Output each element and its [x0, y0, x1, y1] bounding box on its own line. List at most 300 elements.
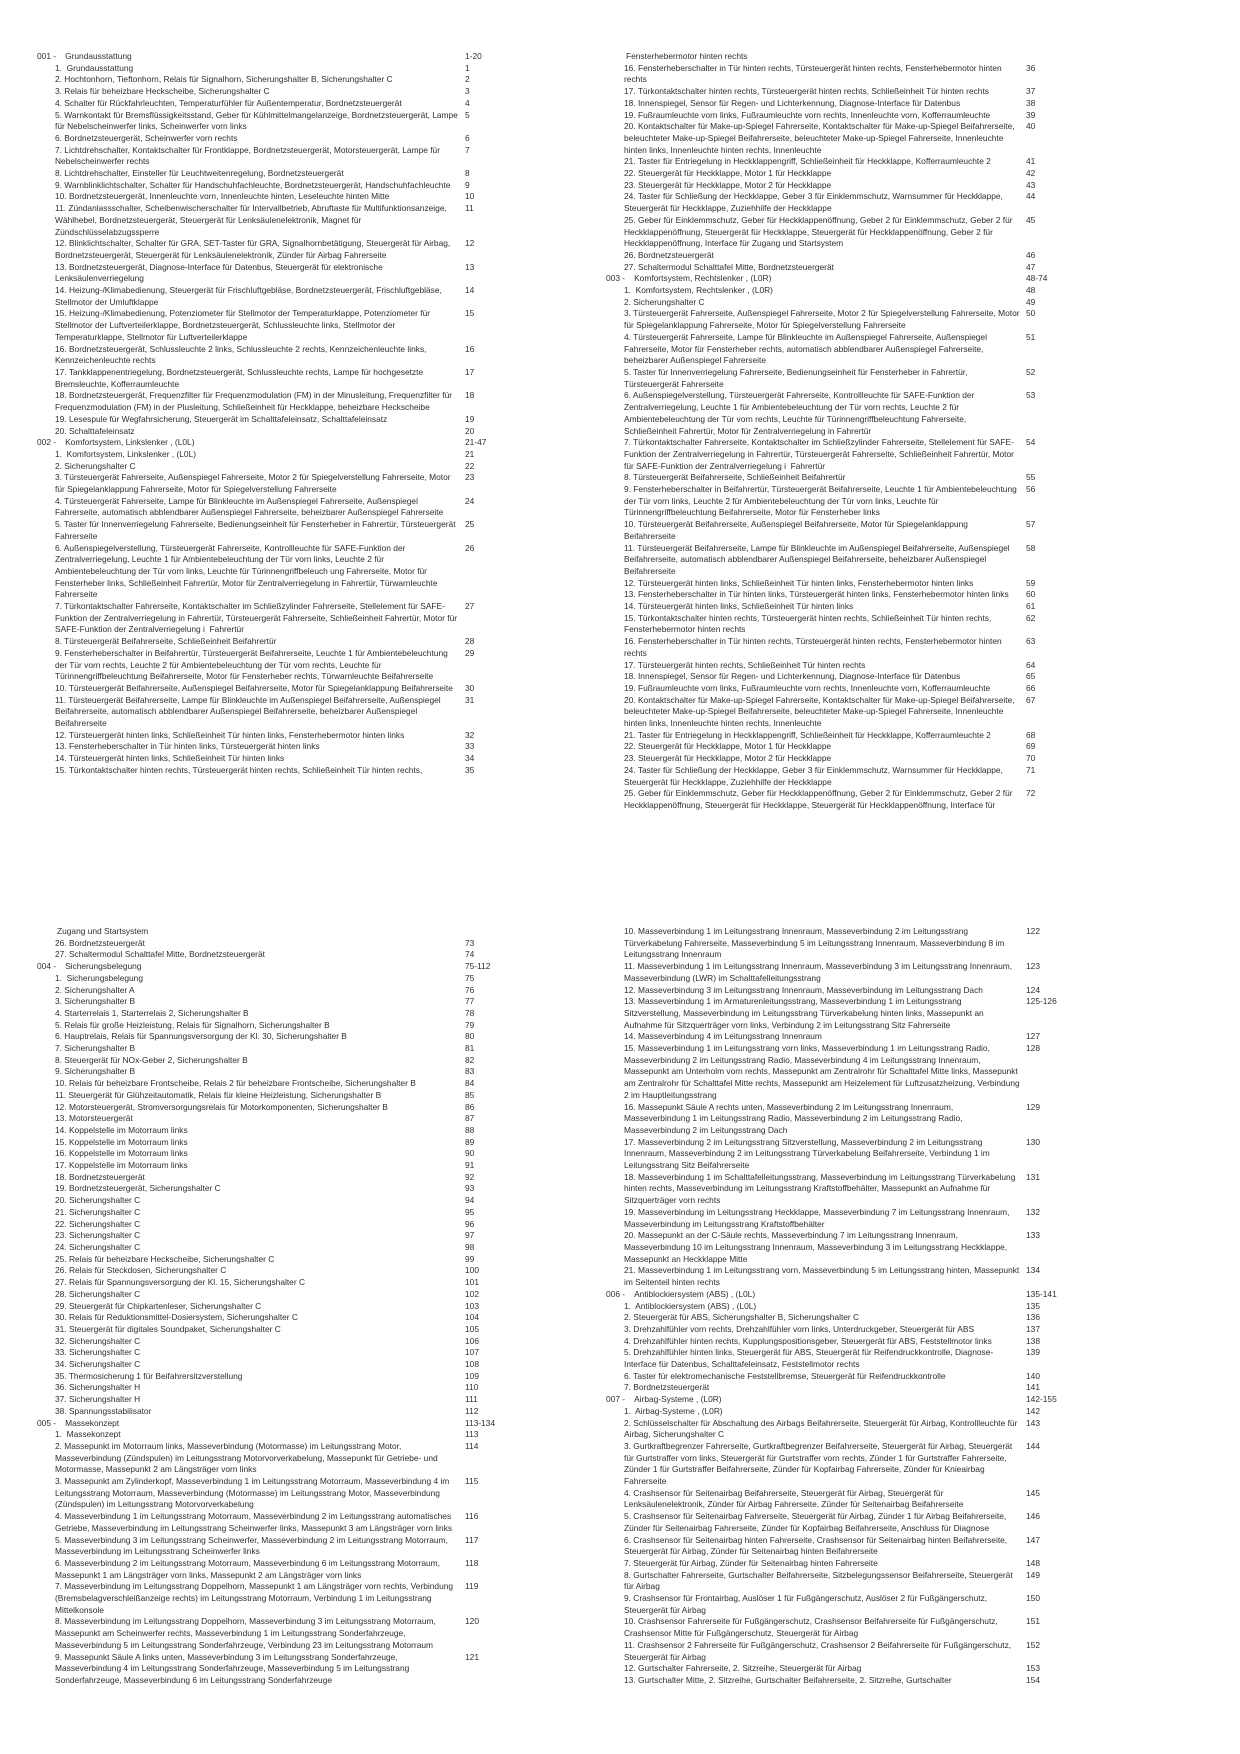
toc-entry-page-number: 121	[465, 1651, 479, 1662]
toc-entry-text: 9. Massepunkt Säule A links unten, Masseverbindung 3 im Leitungsstrang Sonderfahrzeuge, Masseverbindung 4 im Leitungsstrang Sonderfahrzeuge, Masseverbindung 5 im Leitungsstrang Sonderfahrzeuge, Masseverbindung 6 im Leitungsstrang Sonderfahrzeuge	[55, 1651, 412, 1685]
toc-entry-page-number: 95	[465, 1206, 475, 1217]
toc-item-row	[606, 110, 1066, 122]
toc-entry-text: 11. Crashsensor 2 Fahrerseite für Fußgängerschutz, Crashsensor 2 Beifahrerseite für Fußgängerschutz, Steuergerät für Airbag	[624, 1639, 1014, 1662]
toc-item-row	[606, 390, 1066, 437]
toc-entry-page-number: 26	[465, 542, 475, 553]
toc-item-row	[37, 1324, 505, 1336]
toc-entry-page-number: 72	[1026, 788, 1036, 799]
toc-item-row	[606, 180, 1066, 192]
toc-entry-page-number: 38	[1026, 97, 1036, 108]
toc-entry-page-number: 51	[1026, 331, 1036, 342]
toc-item-row	[37, 1148, 505, 1160]
toc-entry-page-number: 61	[1026, 601, 1036, 612]
toc-item-row	[37, 1219, 505, 1231]
toc-entry-text: 4. Starterrelais 1, Starterrelais 2, Sicherungshalter B	[55, 1007, 249, 1018]
toc-item-row	[37, 1535, 505, 1558]
toc-item-row	[606, 578, 1066, 590]
toc-entry-page-number: 86	[465, 1101, 475, 1112]
toc-item-row	[606, 1043, 1066, 1102]
toc-item-row	[37, 1359, 505, 1371]
toc-item-row	[606, 985, 1066, 997]
toc-entry-text: 9. Warnblinklichtschalter, Schalter für Handschuhfachleuchte, Bordnetzsteuergerät, Handschuhfachleuchte	[55, 179, 451, 190]
toc-entry-text: 2. Sicherungshalter A	[55, 984, 135, 995]
toc-item-row	[37, 1090, 505, 1102]
toc-item-row	[37, 1652, 505, 1687]
toc-entry-text: 19. Fußraumleuchte vorn links, Fußraumleuchte vorn rechts, Innenleuchte vorn, Kofferraumleuchte	[624, 682, 991, 693]
toc-entry-page-number: 62	[1026, 612, 1036, 623]
toc-entry-text: 19. Fußraumleuchte vorn links, Fußraumleuchte vorn rechts, Innenleuchte vorn, Kofferraumleuchte	[624, 109, 991, 120]
toc-entry-page-number: 89	[465, 1136, 475, 1147]
toc-entry-text: 10. Relais für beheizbare Frontscheibe, Relais 2 für beheizbare Frontscheibe, Sicherungshalter B	[55, 1078, 416, 1089]
toc-entry-page-number: 100	[465, 1265, 479, 1276]
toc-item-row	[37, 1289, 505, 1301]
toc-item-row	[606, 1031, 1066, 1043]
toc-item-row	[37, 390, 505, 413]
toc-item-row	[37, 648, 505, 683]
toc-item-row	[37, 1441, 505, 1476]
toc-entry-page-number: 93	[465, 1183, 475, 1194]
toc-item-row	[606, 1336, 1066, 1348]
toc-entry-page-number: 57	[1026, 519, 1036, 530]
toc-section-row	[37, 51, 505, 63]
toc-item-row	[606, 1441, 1066, 1488]
toc-item-row	[37, 1312, 505, 1324]
toc-entry-text: 25. Relais für beheizbare Heckscheibe, Sicherungshalter C	[55, 1253, 275, 1264]
toc-entry-text: 7. Türkontaktschalter Fahrerseite, Kontaktschalter im Schließzylinder Fahrerseite, Stellelement für SAFE-Funktion der Zentralverriegelung in Fahrertür, Türsteuergerät Fahrerseite, Schließeinheit Fahrertür, Motor für SAFE-Funktion der Zentralverriegelung i Fahrertür	[55, 601, 460, 635]
toc-entry-text: 1. Airbag-Systeme , (L0R)	[624, 1405, 723, 1416]
toc-entry-page-number: 16	[465, 343, 475, 354]
toc-entry-text: 2. Sicherungshalter C	[624, 296, 705, 307]
toc-item-row	[37, 308, 505, 343]
section-number: 004 -	[37, 961, 57, 972]
toc-entry-text: 17. Tankklappenentriegelung, Bordnetzsteuergerät, Schlussleuchte rechts, Lampe für hochgesetzte Bremsleuchte, Kofferraumleuchte	[55, 366, 426, 389]
toc-entry-page-number: 102	[465, 1288, 479, 1299]
toc-entry-text: 31. Steuergerät für digitales Soundpaket, Sicherungshalter C	[55, 1323, 281, 1334]
toc-item-row	[606, 168, 1066, 180]
toc-entry-text: 36. Sicherungshalter H	[55, 1382, 141, 1393]
toc-entry-text: 3. Drehzahlfühler vorn rechts, Drehzahlfühler vorn links, Unterdruckgeber, Steuergerät für ABS	[624, 1323, 975, 1334]
toc-entry-text: 2. Steuergerät für ABS, Sicherungshalter B, Sicherungshalter C	[624, 1312, 860, 1323]
toc-entry-page-number: 59	[1026, 577, 1036, 588]
toc-entry-page-number: 71	[1026, 764, 1036, 775]
toc-entry-page-number: 75	[465, 972, 475, 983]
toc-entry-page-number: 153	[1026, 1663, 1040, 1674]
toc-entry-page-number: 91	[465, 1160, 475, 1171]
toc-entry-text: 28. Sicherungshalter C	[55, 1288, 141, 1299]
toc-item-row	[37, 1043, 505, 1055]
toc-entry-text: 12. Gurtschalter Fahrerseite, 2. Sitzreihe, Steuergerät für Airbag	[624, 1663, 862, 1674]
toc-entry-text: 7. Bordnetzsteuergerät	[624, 1382, 710, 1393]
section-title: Sicherungsbelegung	[65, 961, 142, 972]
toc-entry-page-number: 24	[465, 495, 475, 506]
toc-item-row	[37, 636, 505, 648]
toc-entry-text: 22. Steuergerät für Heckklappe, Motor 1 für Heckklappe	[624, 741, 832, 752]
toc-entry-text: 2. Schlüsselschalter für Abschaltung des Airbags Beifahrerseite, Steuergerät für Airbag, Kontrollleuchte für Airbag, Sicherungshalter C	[624, 1417, 1020, 1440]
toc-entry-text	[606, 1394, 1020, 1406]
toc-entry-page-number: 67	[1026, 694, 1036, 705]
toc-entry-page-number: 10	[465, 191, 475, 202]
toc-item-row	[606, 1382, 1066, 1394]
toc-entry-text: 10. Türsteuergerät Beifahrerseite, Außenspiegel Beifahrerseite, Motor für Spiegelanklappung Beifahrerseite	[624, 519, 971, 541]
toc-section-row	[606, 273, 1066, 285]
toc-item-row	[606, 1312, 1066, 1324]
toc-item-row	[37, 1429, 505, 1441]
toc-entry-text: 37. Sicherungshalter H	[55, 1394, 141, 1405]
toc-entry-text: 15. Türkontaktschalter hinten rechts, Türsteuergerät hinten rechts, Schließeinheit Tür hinten rechts,	[55, 764, 423, 775]
toc-entry-text: 7. Steuergerät für Airbag, Zünder für Seitenairbag hinten Fahrerseite	[624, 1557, 878, 1568]
toc-entry-page-number: 9	[465, 179, 470, 190]
toc-item-row	[37, 1078, 505, 1090]
toc-item-row	[37, 285, 505, 308]
toc-item-row	[37, 519, 505, 542]
toc-entry-text: 6. Taster für elektromechanische Feststellbremse, Steuergerät für Reifendruckkontrolle	[624, 1370, 946, 1381]
toc-item-row	[37, 741, 505, 753]
toc-entry-text: 13. Gurtschalter Mitte, 2. Sitzreihe, Gurtschalter Beifahrerseite, 2. Sitzreihe, Gurtschalter	[624, 1675, 952, 1685]
toc-item-row	[37, 344, 505, 367]
toc-entry-text: 9. Fensterheberschalter in Beifahrertür, Türsteuergerät Beifahrerseite, Leuchte 1 für Ambientebeleuchtung der Tür vorn links, Leuchte 2 für Ambientebeleuchtung der Tür vorn links, Leuchte für Türinnengriffbeleuchtung Beifahrerseite, Motor für Fensterheber links	[624, 484, 1020, 518]
section-title: Massekonzept	[65, 1417, 120, 1428]
toc-item-row	[37, 63, 505, 75]
toc-entry-text: 18. Masseverbindung 1 im Schalttafelleitungsstrang, Masseverbindung im Leitungsstrang Türverkabelung hinten rechts, Masseverbindung im Leitungsstrang Kraftstoffbehälter, Massepunkt an Aufnahme für Sitzquerträger vorn rechts	[624, 1171, 1018, 1206]
toc-item-row	[606, 367, 1066, 390]
toc-item-row	[606, 1570, 1066, 1593]
toc-entry-text: 18. Innenspiegel, Sensor für Regen- und Lichterkennung, Diagnose-Interface für Datenbus	[624, 97, 961, 108]
toc-entry-page-number: 69	[1026, 741, 1036, 752]
toc-entry-text: 23. Steuergerät für Heckklappe, Motor 2 für Heckklappe	[624, 179, 832, 190]
toc-entry-page-number: 133	[1026, 1230, 1040, 1241]
section-title: Airbag-Systeme , (L0R)	[634, 1394, 722, 1405]
toc-entry-text: 27. Schaltermodul Schalttafel Mitte, Bordnetzsteuergerät	[55, 949, 265, 960]
toc-entry-text: 3. Relais für beheizbare Heckscheibe, Sicherungshalter C	[55, 86, 270, 97]
toc-entry-text: 8. Masseverbindung im Leitungsstrang Doppelhorn, Masseverbindung 3 im Leitungsstrang Motorraum, Massepunkt am Scheinwerfer rechts, Masseverbindung 1 im Leitungsstrang Sonderfahrzeuge, Masseverbindung 5 im Leitungsstrang Sonderfahrzeuge, Verbindung 23 im Leitungsstrang Motorraum	[55, 1616, 439, 1650]
toc-entry-page-number: 135-141	[1026, 1288, 1057, 1299]
toc-item-row	[37, 168, 505, 180]
toc-item-row	[606, 215, 1066, 250]
section-title: Komfortsystem, Rechtslenker , (L0R)	[634, 273, 772, 284]
toc-entry-page-number: 60	[1026, 589, 1036, 600]
toc-entry-text: 5. Drehzahlfühler hinten links, Steuergerät für ABS, Steuergerät für Reifendruckkontrolle, Diagnose-Interface für Datenbus, Schalttafeleinsatz, Feststellmotor rechts	[624, 1347, 994, 1370]
toc-entry-text: 18. Bordnetzsteuergerät, Frequenzfilter für Frequenzmodulation (FM) in der Minusleitung, Frequenzfilter für Frequenzmodulation (FM) in der Plusleitung, Schließeinheit für Heckklappe, beheizbare Heckscheibe	[55, 390, 455, 413]
toc-item-row	[606, 1265, 1066, 1288]
toc-entry-page-number: 17	[465, 366, 475, 377]
toc-entry-page-number: 48	[1026, 285, 1036, 296]
toc-item-row	[37, 1347, 505, 1359]
toc-item-row	[37, 426, 505, 438]
toc-entry-text: 23. Steuergerät für Heckklappe, Motor 2 für Heckklappe	[624, 753, 832, 764]
toc-item-row	[37, 1382, 505, 1394]
section-number: 007 -	[606, 1394, 626, 1405]
toc-entry-page-number: 84	[465, 1078, 475, 1089]
toc-item-row	[606, 437, 1066, 472]
toc-item-row	[37, 74, 505, 86]
toc-column-top-right	[606, 51, 1066, 812]
toc-entry-page-number: 137	[1026, 1323, 1040, 1334]
toc-item-row	[37, 1254, 505, 1266]
toc-item-row	[606, 285, 1066, 297]
toc-entry-page-number: 113-134	[465, 1417, 496, 1428]
toc-item-row	[606, 926, 1066, 961]
toc-item-row	[37, 1277, 505, 1289]
toc-entry-page-number: 83	[465, 1066, 475, 1077]
toc-item-row	[606, 1230, 1066, 1265]
toc-item-row	[606, 636, 1066, 659]
toc-entry-page-number: 134	[1026, 1265, 1040, 1276]
toc-item-row	[606, 683, 1066, 695]
toc-entry-text: 10. Bordnetzsteuergerät, Innenleuchte vorn, Innenleuchte hinten, Leseleuchte hinten Mitte	[55, 191, 390, 202]
toc-entry-text: 14. Masseverbindung 4 im Leitungsstrang Innenraum	[624, 1031, 822, 1042]
toc-entry-text: 14. Türsteuergerät hinten links, Schließeinheit Tür hinten links	[624, 601, 854, 612]
toc-entry-text: 18. Bordnetzsteuergerät	[55, 1171, 145, 1182]
toc-entry-text: 22. Sicherungshalter C	[55, 1218, 141, 1229]
toc-entry-page-number: 66	[1026, 682, 1036, 693]
toc-entry-page-number: 81	[465, 1043, 475, 1054]
section-title: Komfortsystem, Linkslenker , (L0L)	[65, 437, 195, 448]
toc-item-row	[606, 543, 1066, 578]
toc-item-row	[606, 1663, 1066, 1675]
toc-entry-page-number: 13	[465, 261, 475, 272]
toc-entry-text: 2. Massepunkt im Motorraum links, Masseverbindung (Motormasse) im Leitungsstrang Motor, Masseverbindung (Zündspulen) im Leitungsstrang Motorvorverkabelung, Massepunkt für Getriebe- und Motormasse, Massepunkt 2 am Längsträger vorn links	[55, 1440, 440, 1475]
toc-entry-page-number: 128	[1026, 1043, 1040, 1054]
section-title: Antiblockiersystem (ABS) , (L0L)	[634, 1288, 756, 1299]
toc-entry-text: 2. Sicherungshalter C	[55, 460, 136, 471]
toc-entry-page-number: 136	[1026, 1312, 1040, 1323]
toc-entry-page-number: 154	[1026, 1675, 1040, 1685]
toc-section-row	[606, 1289, 1066, 1301]
toc-entry-text	[37, 961, 459, 973]
toc-entry-page-number: 73	[465, 937, 475, 948]
toc-entry-page-number: 132	[1026, 1206, 1040, 1217]
toc-item-row	[37, 180, 505, 192]
toc-entry-text	[37, 1418, 459, 1430]
toc-item-row	[606, 765, 1066, 788]
toc-entry-text: 3. Türsteuergerät Fahrerseite, Außenspiegel Fahrerseite, Motor 2 für Spiegelverstellung Fahrerseite, Motor für Spiegelanklappung Fahrerseite, Motor für Spiegelverstellung Fahrerseite	[55, 472, 453, 495]
toc-entry-page-number: 138	[1026, 1335, 1040, 1346]
toc-entry-page-number: 42	[1026, 168, 1036, 179]
toc-entry-text: 17. Türkontaktschalter hinten rechts, Türsteuergerät hinten rechts, Schließeinheit Tür hinten rechts	[624, 86, 989, 97]
toc-entry-text: 5. Relais für große Heizleistung, Relais für Signalhorn, Sicherungshalter B	[55, 1019, 330, 1030]
toc-entry-text: 26. Bordnetzsteuergerät	[624, 249, 714, 260]
toc-entry-page-number: 82	[465, 1054, 475, 1065]
toc-entry-page-number: 146	[1026, 1511, 1040, 1522]
toc-entry-page-number: 141	[1026, 1382, 1040, 1393]
toc-item-row	[37, 449, 505, 461]
toc-item-row	[606, 98, 1066, 110]
toc-entry-text: 4. Schalter für Rückfahrleuchten, Temperaturfühler für Außentemperatur, Bordnetzsteuergerät	[55, 97, 402, 108]
toc-entry-page-number: 53	[1026, 390, 1036, 401]
toc-entry-page-number: 94	[465, 1195, 475, 1206]
toc-item-row	[606, 1418, 1066, 1441]
toc-item-row	[37, 1031, 505, 1043]
toc-item-row	[37, 938, 505, 950]
toc-entry-text: 1. Sicherungsbelegung	[55, 972, 144, 983]
toc-item-row	[606, 601, 1066, 613]
toc-entry-page-number: 19	[465, 413, 475, 424]
toc-entry-text: 8. Türsteuergerät Beifahrerseite, Schließeinheit Beifahrertür	[624, 472, 846, 483]
toc-item-row	[37, 1055, 505, 1067]
toc-item-row	[37, 98, 505, 110]
toc-entry-text: 2. Hochtonhorn, Tieftonhorn, Relais für Signalhorn, Sicherungshalter B, Sicherungshalter C	[55, 74, 393, 85]
toc-entry-page-number: 105	[465, 1323, 479, 1334]
toc-entry-text: 3. Massepunkt am Zylinderkopf, Masseverbindung 1 im Leitungsstrang Motorraum, Masseverbindung 4 im Leitungsstrang Motorraum, Masseverbindung (Motormasse) im Leitungsstrang Motor, Masseverbindung (Zündspulen) im Leitungsstrang Motorvorverkabelung	[55, 1476, 452, 1510]
toc-item-row	[37, 262, 505, 285]
toc-item-row	[37, 1066, 505, 1078]
toc-entry-page-number: 104	[465, 1312, 479, 1323]
toc-item-row	[37, 1371, 505, 1383]
toc-entry-page-number: 139	[1026, 1347, 1040, 1358]
toc-entry-page-number: 90	[465, 1148, 475, 1159]
toc-item-row	[37, 1160, 505, 1172]
toc-entry-text: 8. Lichtdrehschalter, Einsteller für Leuchtweitenregelung, Bordnetzsteuergerät	[55, 168, 344, 179]
toc-item-row	[37, 973, 505, 985]
toc-item-row	[37, 1172, 505, 1184]
toc-item-row	[37, 1113, 505, 1125]
toc-item-row	[606, 788, 1066, 811]
toc-entry-text: 4. Drehzahlfühler hinten rechts, Kupplungspositionsgeber, Steuergerät für ABS, Feststellmotor links	[624, 1335, 992, 1346]
toc-entry-text: Zugang und Startsystem	[57, 926, 149, 936]
toc-item-row	[606, 1301, 1066, 1313]
toc-entry-text: 12. Türsteuergerät hinten links, Schließeinheit Tür hinten links, Fensterhebermotor hinten links	[624, 577, 974, 588]
toc-entry-page-number: 70	[1026, 753, 1036, 764]
toc-entry-text: 22. Steuergerät für Heckklappe, Motor 1 für Heckklappe	[624, 168, 832, 179]
toc-item-row	[37, 996, 505, 1008]
toc-entry-text: 13. Fensterheberschalter in Tür hinten links, Türsteuergerät hinten links, Fensterhebermotor hinten links	[624, 589, 1009, 600]
toc-entry-page-number: 98	[465, 1241, 475, 1252]
toc-entry-page-number: 149	[1026, 1569, 1040, 1580]
toc-entry-text: 13. Fensterheberschalter in Tür hinten links, Türsteuergerät hinten links	[55, 741, 320, 752]
toc-entry-page-number: 12	[465, 238, 475, 249]
toc-entry-page-number: 8	[465, 168, 470, 179]
toc-item-row	[37, 1336, 505, 1348]
toc-entry-page-number: 39	[1026, 109, 1036, 120]
toc-entry-text: 6. Außenspiegelverstellung, Türsteuergerät Fahrerseite, Kontrollleuchte für SAFE-Funktion der Zentralverriegelung, Leuchte 1 für Ambientebeleuchtung der Tür vorn rechts, Leuchte 2 für Ambientebeleuchtung der Tür vorn rechts, Leuchte für Türinnengriffbeleuchtung Fahrerseite, Schließeinheit Fahrertür, Motor für Zentralverriegelung in Fahrertür	[624, 390, 977, 436]
toc-entry-text: 32. Sicherungshalter C	[55, 1335, 141, 1346]
toc-item-row	[606, 753, 1066, 765]
toc-entry-text: 19. Bordnetzsteuergerät, Sicherungshalter C	[55, 1183, 221, 1194]
toc-entry-text: 15. Türkontaktschalter hinten rechts, Türsteuergerät hinten rechts, Schließeinheit Tür hinten rechts, Fensterhebermotor hinten rechts	[624, 612, 996, 635]
toc-entry-text: 6. Außenspiegelverstellung, Türsteuergerät Fahrerseite, Kontrollleuchte für SAFE-Funktion der Zentralverriegelung, Leuchte 1 für Ambientebeleuchtung der Tür vorn links, Leuchte 2 für Ambientebeleuchtung der Tür vorn links, Leuchte für Türinnengriffbeleuch ung Fahrerseite, Motor für Fensterheber links, Schließeinheit Fahrertür, Motor für Zentralverriegelung in Fahrertür, Türwarnleuchte Fahrerseite	[55, 542, 440, 600]
toc-entry-text: 9. Sicherungshalter B	[55, 1066, 136, 1077]
toc-item-row	[37, 1581, 505, 1616]
toc-entry-text: 14. Heizung-/Klimabedienung, Steuergerät für Frischluftgebläse, Bordnetzsteuergerät, Frischluftgebläse, Stellmotor der Umluftklappe	[55, 285, 445, 307]
toc-item-row	[606, 1593, 1066, 1616]
toc-entry-page-number: 142	[1026, 1405, 1040, 1416]
toc-item-row	[606, 589, 1066, 601]
toc-item-row	[606, 1511, 1066, 1534]
toc-entry-text: 11. Steuergerät für Glühzeitautomatik, Relais für kleine Heizleistung, Sicherungshalter B	[55, 1089, 382, 1100]
toc-entry-page-number: 63	[1026, 636, 1036, 647]
toc-entry-page-number: 76	[465, 984, 475, 995]
toc-entry-page-number: 11	[465, 203, 474, 214]
toc-column-top-left	[37, 51, 505, 777]
toc-item-row	[606, 472, 1066, 484]
toc-entry-page-number: 43	[1026, 179, 1036, 190]
toc-entry-text: 15. Koppelstelle im Motorraum links	[55, 1136, 188, 1147]
toc-item-row	[37, 1242, 505, 1254]
toc-item-row	[37, 461, 505, 473]
toc-entry-text: 12. Motorsteuergerät, Stromversorgungsrelais für Motorkomponenten, Sicherungshalter B	[55, 1101, 388, 1112]
toc-entry-page-number: 96	[465, 1218, 475, 1229]
toc-item-row	[37, 145, 505, 168]
toc-item-row	[37, 238, 505, 261]
toc-entry-text: 3. Sicherungshalter B	[55, 996, 136, 1007]
toc-entry-page-number: 14	[465, 285, 475, 296]
toc-item-row	[37, 1008, 505, 1020]
toc-entry-text: 27. Relais für Spannungsversorgung der Kl. 15, Sicherungshalter C	[55, 1277, 305, 1288]
toc-entry-page-number: 148	[1026, 1557, 1040, 1568]
toc-entry-page-number: 112	[465, 1405, 479, 1416]
toc-entry-text: 3. Gurtkraftbegrenzer Fahrerseite, Gurtkraftbegrenzer Beifahrerseite, Steuergerät für Airbag, Steuergerät für Gurtstraffer vorn links, Steuergerät für Gurtstraffer vorn rechts, Zünder 1 für Gurtstraffer Fahrerseite, Zünder 1 für Gurtstraffer Beifahrerseite, Zünder für Kopfairbag Fahrerseite, Zünder für Knieairbag Fahrerseite	[624, 1440, 1015, 1487]
toc-entry-page-number: 68	[1026, 729, 1036, 740]
toc-entry-text: 7. Masseverbindung im Leitungsstrang Doppelhorn, Massepunkt 1 am Längsträger vorn rechts, Verbindung (Bremsbelagverschleißanzeige rechts) im Leitungsstrang Motorraum, Verbindung 1 im Leitungsstrang Mittelkonsole	[55, 1581, 456, 1615]
toc-entry-text: 16. Koppelstelle im Motorraum links	[55, 1148, 188, 1159]
toc-entry-page-number: 110	[465, 1382, 479, 1393]
toc-entry-text: 12. Masseverbindung 3 im Leitungsstrang Innenraum, Masseverbindung im Leitungsstrang Dach	[624, 984, 983, 995]
toc-entry-page-number: 109	[465, 1370, 479, 1381]
section-title: Grundausstattung	[65, 51, 132, 61]
toc-entry-page-number: 142-155	[1026, 1394, 1057, 1405]
toc-entry-text: 33. Sicherungshalter C	[55, 1347, 141, 1358]
section-number: 005 -	[37, 1417, 57, 1428]
toc-item-row	[606, 660, 1066, 672]
toc-entry-text: 26. Relais für Steckdosen, Sicherungshalter C	[55, 1265, 227, 1276]
toc-entry-page-number: 25	[465, 519, 475, 530]
toc-item-row	[606, 297, 1066, 309]
toc-item-row	[606, 121, 1066, 156]
toc-item-row	[37, 695, 505, 730]
toc-entry-page-number: 101	[465, 1277, 479, 1288]
toc-entry-text	[606, 1289, 1020, 1301]
toc-section-row	[37, 437, 505, 449]
toc-item-row	[37, 1301, 505, 1313]
toc-item-row	[37, 601, 505, 636]
toc-entry-text: 38. Spannungsstabilisator	[55, 1405, 152, 1416]
toc-entry-page-number: 65	[1026, 671, 1036, 682]
toc-entry-page-number: 55	[1026, 472, 1036, 483]
toc-entry-text: 13. Bordnetzsteuergerät, Diagnose-Interface für Datenbus, Steuergerät für elektronische Lenksäulenverriegelung	[55, 261, 386, 284]
toc-entry-text: 20. Sicherungshalter C	[55, 1195, 141, 1206]
toc-item-row	[606, 86, 1066, 98]
toc-entry-text: 4. Türsteuergerät Fahrerseite, Lampe für Blinkleuchte im Außenspiegel Fahrerseite, Außenspiegel Fahrerseite, Motor für Fensterheber rechts, automatisch abblendbarer Außenspiegel Fahrerseite, beheizbarer Außenspiegel Fahrerseite	[624, 331, 990, 366]
toc-entry-page-number: 56	[1026, 484, 1036, 495]
toc-entry-text: 21. Taster für Entriegelung in Heckklappengriff, Schließeinheit für Heckklappe, Kofferraumleuchte 2	[624, 729, 991, 740]
toc-column-bottom-right	[606, 926, 1066, 1687]
toc-entry-page-number: 30	[465, 682, 475, 693]
toc-entry-text: 15. Heizung-/Klimabedienung, Potenziometer für Stellmotor der Temperaturklappe, Potenziometer für Stellmotor der Luftverteilerklappe, Bordnetzsteuergerät, Schlussleuchte links, Stellmotor der Temperaturklappe, Stellmotor für Luftverteilerklappe	[55, 308, 433, 342]
toc-entry-page-number: 52	[1026, 366, 1036, 377]
toc-entry-text: 13. Motorsteuergerät	[55, 1113, 133, 1124]
toc-entry-page-number: 5	[465, 109, 470, 120]
toc-item-row	[37, 110, 505, 133]
toc-entry-page-number: 28	[465, 636, 475, 647]
toc-entry-page-number: 29	[465, 647, 475, 658]
toc-entry-page-number: 35	[465, 764, 475, 775]
section-number: 006 -	[606, 1288, 626, 1299]
toc-entry-text: 21. Taster für Entriegelung in Heckklappengriff, Schließeinheit für Heckklappe, Kofferraumleuchte 2	[624, 156, 991, 167]
toc-item-row	[37, 985, 505, 997]
toc-item-row	[37, 367, 505, 390]
toc-item-row	[606, 1172, 1066, 1207]
toc-item-row	[606, 1616, 1066, 1639]
toc-entry-page-number: 123	[1026, 961, 1040, 972]
toc-entry-text: 20. Kontaktschalter für Make-up-Spiegel Fahrerseite, Kontaktschalter für Make-up-Spiegel Beifahrerseite, beleuchteter Make-up-Spiegel Beifahrerseite, beleuchteter Make-up-Spiegel Fahrerseite, Innenleuchte hinten links, Innenleuchte hinten rechts, Innenleuchte	[624, 694, 1017, 729]
toc-entry-text: 27. Schaltermodul Schalttafel Mitte, Bordnetzsteuergerät	[624, 261, 834, 272]
toc-entry-text: 18. Innenspiegel, Sensor für Regen- und Lichterkennung, Diagnose-Interface für Datenbus	[624, 671, 961, 682]
toc-entry-text: 24. Taster für Schließung der Heckklappe, Geber 3 für Einklemmschutz, Warnsummer für Heckklappe, Steuergerät für Heckklappe, Zuziehhilfe der Heckklappe	[624, 191, 1006, 214]
toc-item-row	[37, 683, 505, 695]
toc-item-row	[606, 671, 1066, 683]
toc-entry-page-number: 150	[1026, 1593, 1040, 1604]
toc-entry-text: 20. Kontaktschalter für Make-up-Spiegel Fahrerseite, Kontaktschalter für Make-up-Spiegel Beifahrerseite, beleuchteter Make-up-Spiegel Beifahrerseite, beleuchteter Make-up-Spiegel Fahrerseite, Innenleuchte hinten links, Innenleuchte hinten rechts, Innenleuchte	[624, 121, 1017, 155]
